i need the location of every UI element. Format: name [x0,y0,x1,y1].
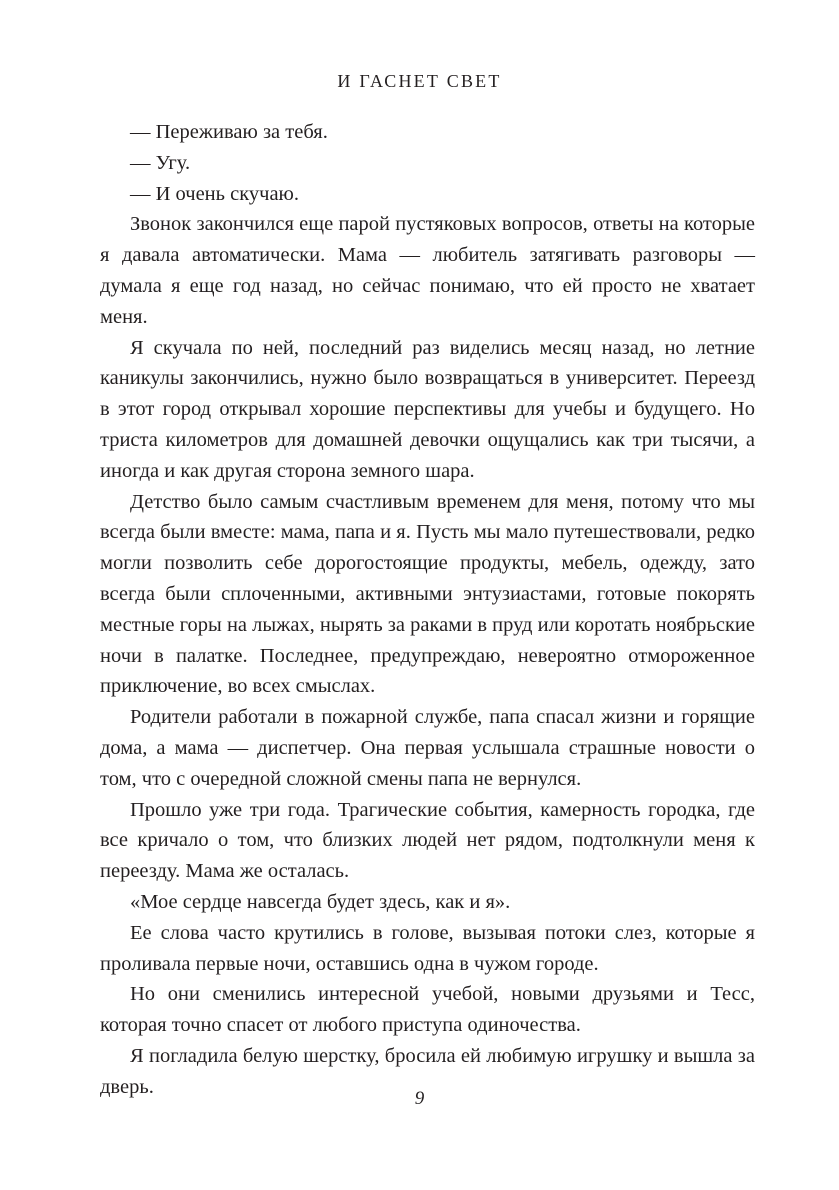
page-number: 9 [414,1088,425,1109]
paragraph: Ее слова часто крутились в голове, вызывая потоки слез, которые я проливала первые ночи, оставшись одна в чужом городе. [100,921,755,975]
quote-line: «Мое сердце навсегда будет здесь, как и я». [130,890,511,913]
body-text [100,117,755,1103]
paragraph: Я скучала по ней, последний раз виделись месяц назад, но летние каникулы закончились, нужно было возвращаться в университет. Переезд в этот город открывал хорошие перспективы для учебы и будущего. Но триста километров для домашней девочки ощущались как три тысячи, а иногда и как другая сторона земного шара. [100,336,755,482]
running-title: И ГАСНЕТ СВЕТ [337,71,502,91]
paragraph: Прошло уже три года. Трагические события, камерность городка, где все кричало о том, что близких людей нет рядом, подтолкнули меня к переезду. Мама же осталась. [100,798,755,883]
dialogue-line: — Угу. [130,151,191,174]
paragraph: Но они сменились интересной учебой, новыми друзьями и Тесс, которая точно спасет от любого приступа одиночества. [100,983,755,1037]
dialogue-line: — Переживаю за тебя. [130,121,328,143]
paragraph: Детство было самым счастливым временем для меня, потому что мы всегда были вместе: мама, папа и я. Пусть мы мало путешествовали, редко могли позволить себе дорогостоящие продукты, мебель, одежду, зато всегда были сплоченными, активными энтузиастами, готовые покорять местные горы на лыжах, нырять за раками в пруд или коротать ноябрьские ночи в палатке. Последнее, предупреждаю, невероятно отмороженное приключение, во всех смыслах. [100,490,755,698]
dialogue-line: — И очень скучаю. [130,182,299,205]
paragraph: Родители работали в пожарной службе, папа спасал жизни и горящие дома, а мама — диспетчер. Она первая услышала страшные новости о том, что с очередной сложной смены папа не вернулся. [100,706,755,790]
paragraph: Я погладила белую шерстку, бросила ей любимую игрушку и вышла за дверь. [100,1044,755,1098]
paragraph: Звонок закончился еще парой пустяковых вопросов, ответы на которые я давала автоматически. Мама — любитель затягивать разговоры — думала я еще год назад, но сейчас понимаю, что ей просто не хватает меня. [100,213,755,328]
